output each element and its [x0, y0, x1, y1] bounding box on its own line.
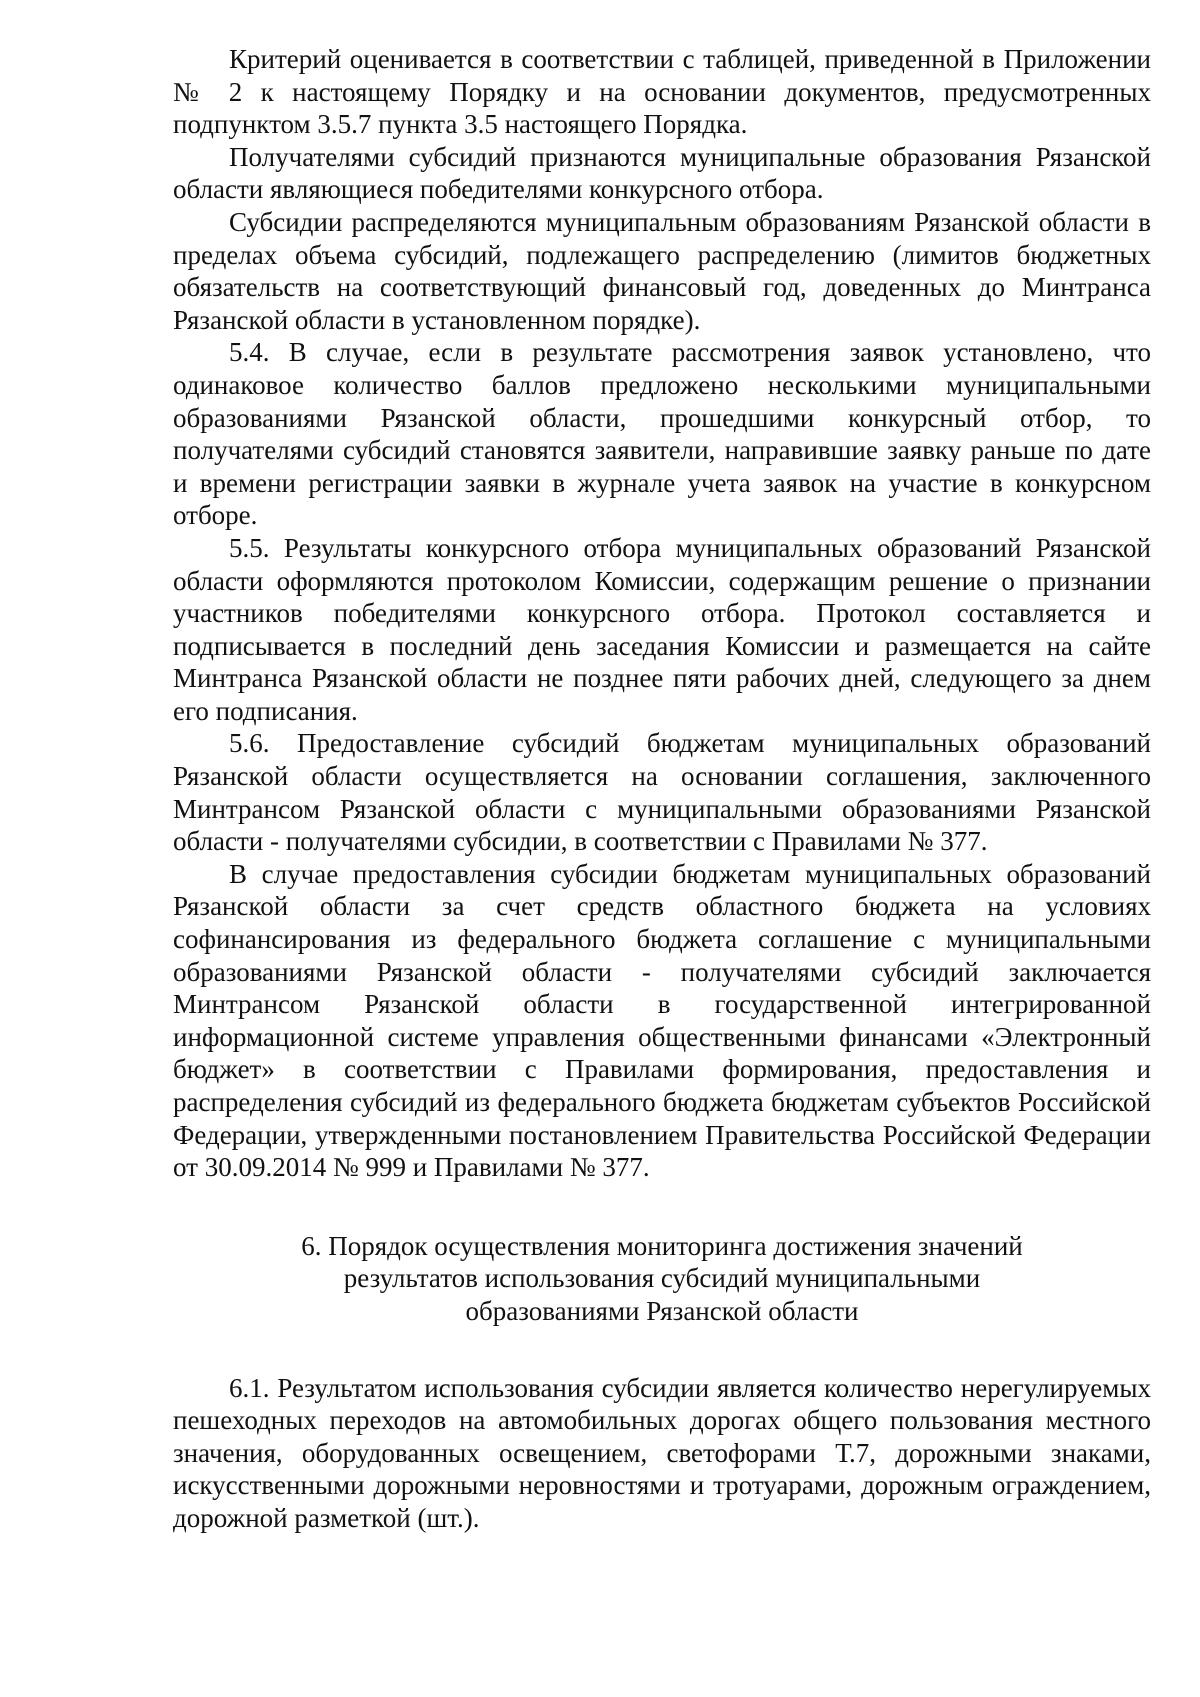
paragraph-5-4: 5.4. В случае, если в результате рассмотрения заявок установлено, что одинаковое количество баллов предложено несколькими муниципальными образованиями Рязанской области, прошедшими конкурсный отбор, то получателями субсидий становятся заявители, направившие заявку раньше по дате и времени регистрации заявки в журнале учета заявок на участие в конкурсном отборе. [173, 337, 1151, 531]
paragraph-5-5: 5.5. Результаты конкурсного отбора муниципальных образований Рязанской области оформляются протоколом Комиссии, содержащим решение о признании участников победителями конкурсного отбора. Протокол составляется и подписывается в последний день заседания Комиссии и размещается на сайте Минтранса Рязанской области не позднее пяти рабочих дней, следующего за днем его подписания. [173, 532, 1151, 726]
section-6-heading-line: результатов использования субсидий муниципальными [343, 1263, 981, 1294]
paragraph-6-1: 6.1. Результатом использования субсидии является количество нерегулируемых пешеходных переходов на автомобильных дорогах общего пользования местного значения, оборудованных освещением, светофорами Т.7, дорожными знаками, искусственными дорожными неровностями и тротуарами, дорожным ограждением, дорожной разметкой (шт.). [173, 1372, 1151, 1533]
section-6-heading-line: образованиями Рязанской области [465, 1295, 859, 1326]
paragraph-5-6: 5.6. Предоставление субсидий бюджетам муниципальных образований Рязанской области осуществляется на основании соглашения, заключенного Минтрансом Рязанской области с муниципальными образованиями Рязанской области - получателями субсидии, в соответствии с Правилами № 377. [173, 728, 1151, 857]
document-page [173, 43, 1151, 1535]
section-6-heading-line: 6. Порядок осуществления мониторинга достижения значений [301, 1230, 1023, 1261]
section-6-heading [173, 1230, 1151, 1328]
paragraph-federal-cofinancing: В случае предоставления субсидии бюджетам муниципальных образований Рязанской области за счет средств областного бюджета на условиях софинансирования из федерального бюджета соглашение с муниципальными образованиями Рязанской области - получателями субсидий заключается Минтрансом Рязанской области в государственной интегрированной информационной системе управления общественными финансами «Электронный бюджет» в соответствии с Правилами формирования, предоставления и распределения субсидий из федерального бюджета бюджетам субъектов Российской Федерации, утвержденными постановлением Правительства Российской Федерации от 30.09.2014 № 999 и Правилами № 377. [173, 858, 1151, 1183]
paragraph-criterion: Критерий оценивается в соответствии с таблицей, приведенной в Приложении № 2 к настоящему Порядку и на основании документов, предусмотренных подпунктом 3.5.7 пункта 3.5 настоящего Порядка. [173, 44, 1151, 140]
paragraph-distribution: Субсидии распределяются муниципальным образованиям Рязанской области в пределах объема субсидий, подлежащего распределению (лимитов бюджетных обязательств на соответствующий финансовый год, доведенных до Минтранса Рязанской области в установленном порядке). [173, 206, 1151, 335]
paragraph-recipients: Получателями субсидий признаются муниципальные образования Рязанской области являющиеся победителями конкурсного отбора. [173, 141, 1151, 205]
